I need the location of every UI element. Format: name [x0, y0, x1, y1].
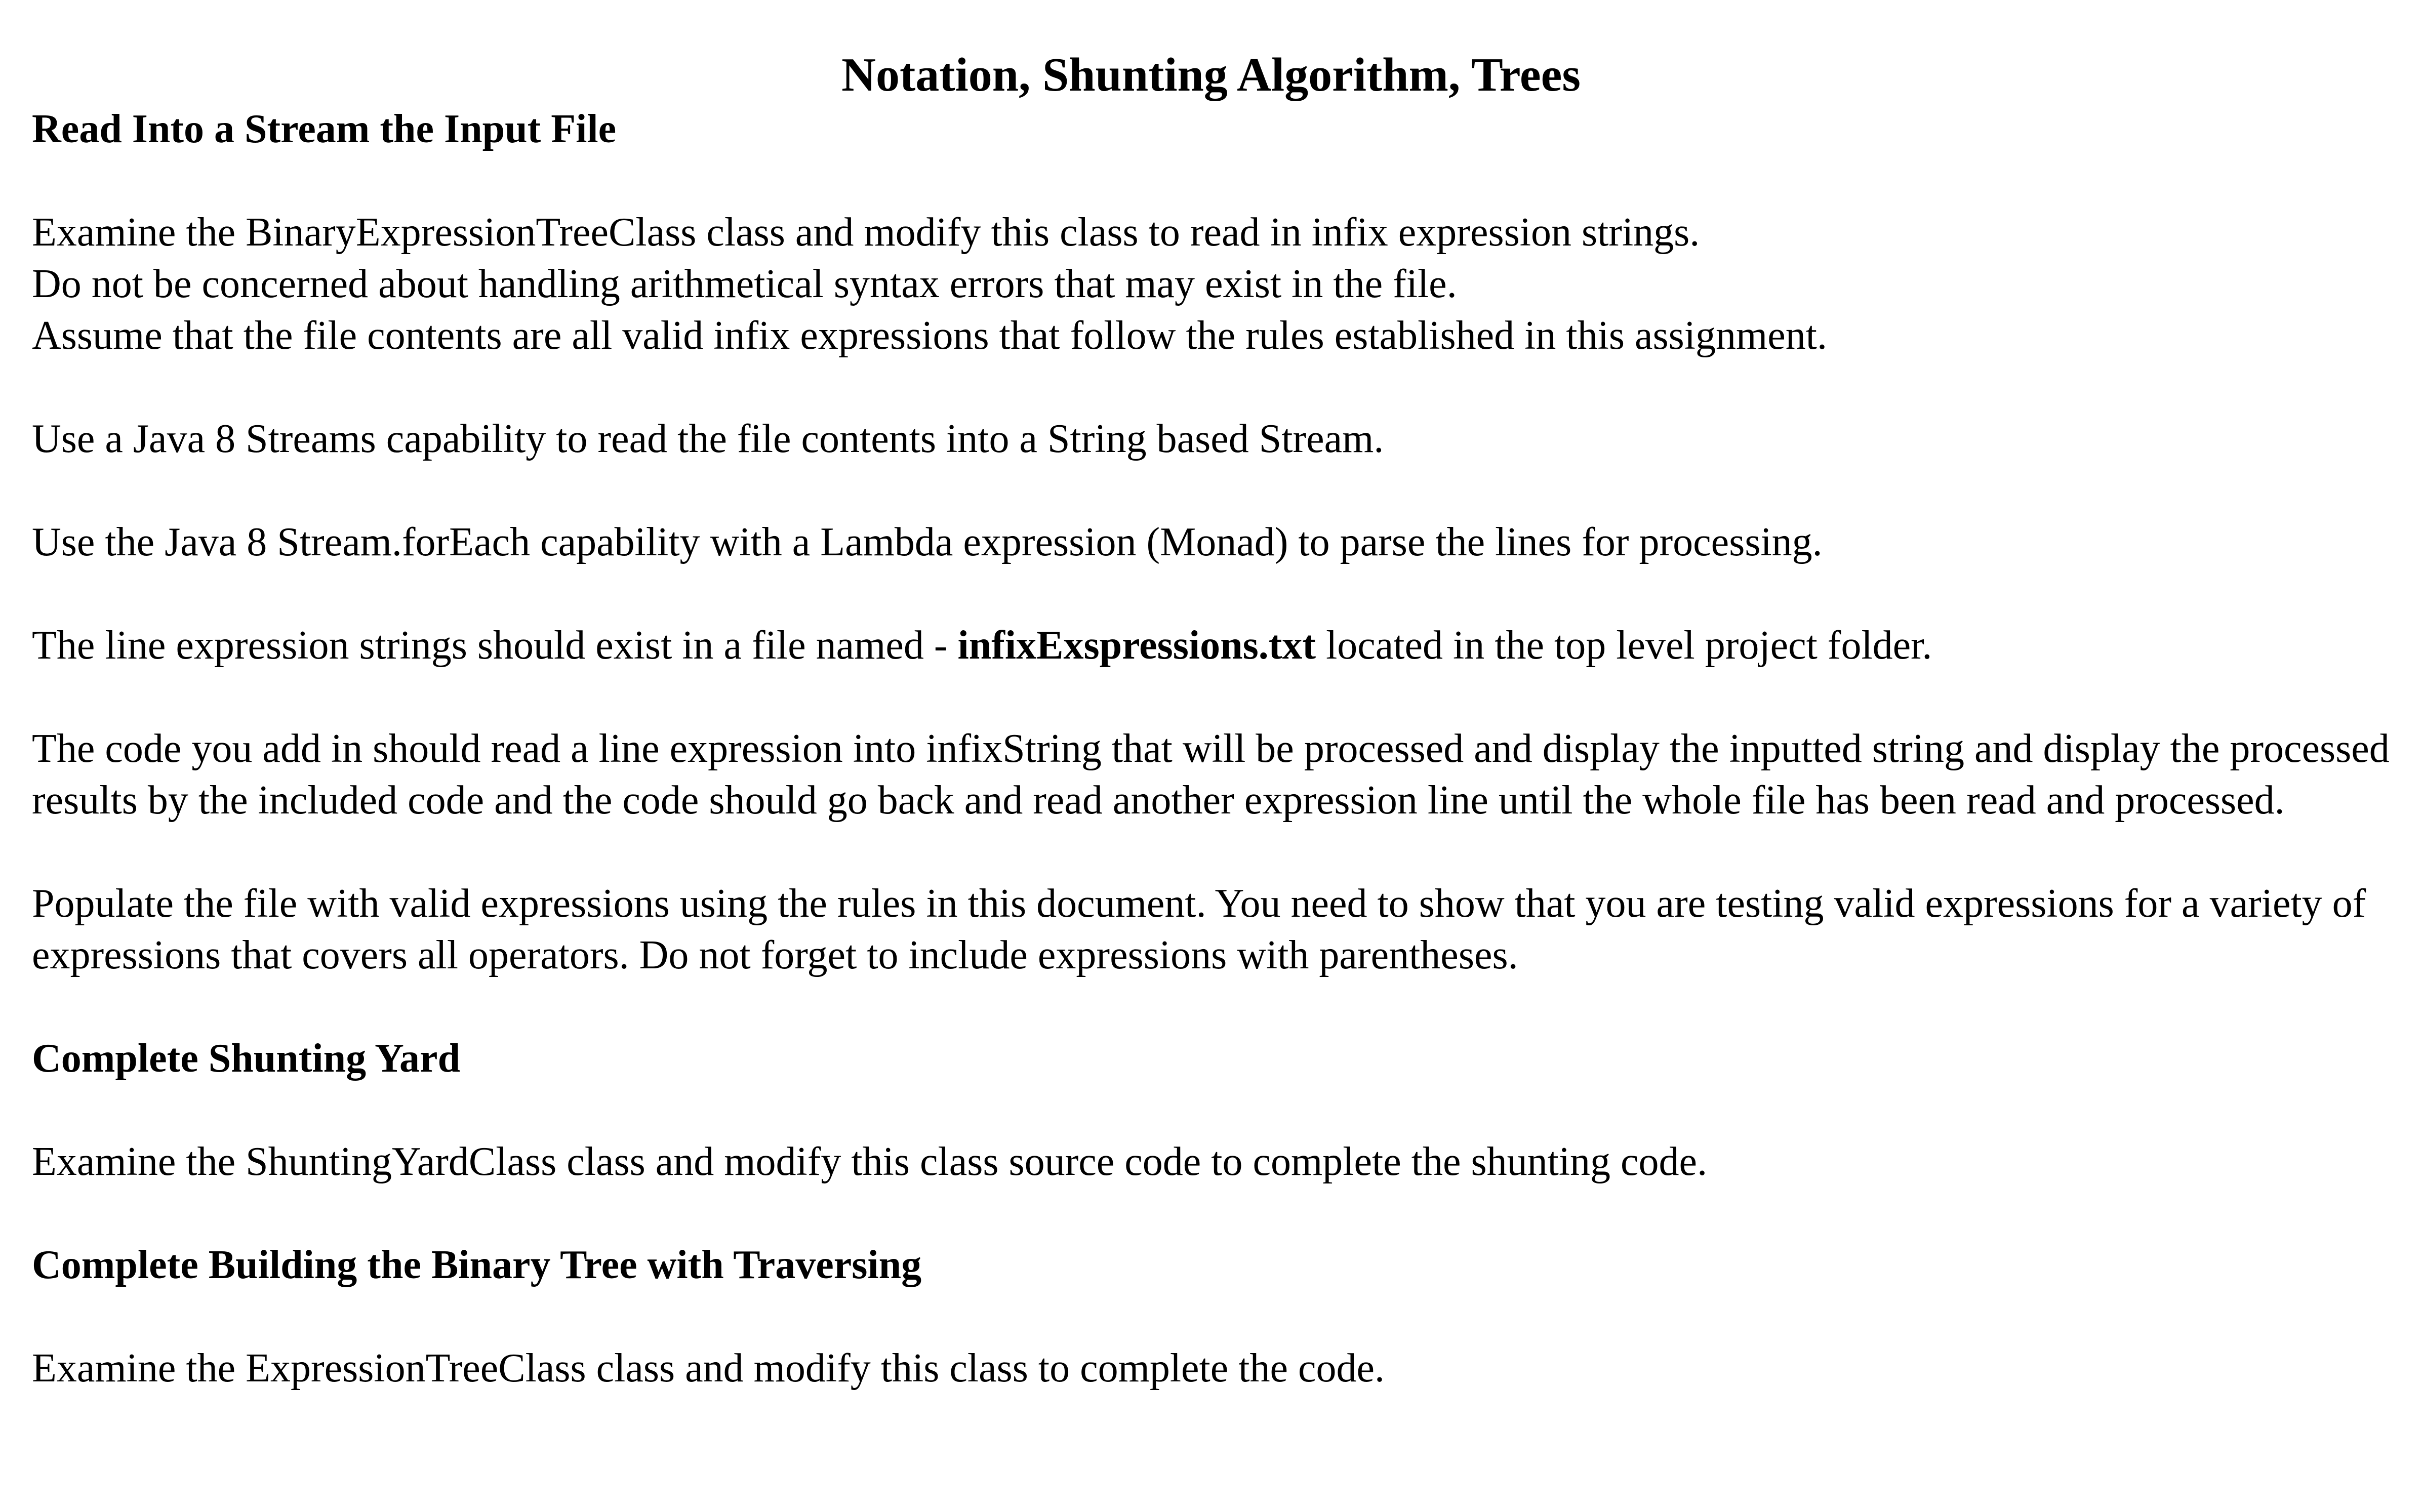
section-heading-shunting-yard: Complete Shunting Yard	[32, 1036, 461, 1081]
paragraph-line: Do not be concerned about handling arithmetical syntax errors that may exist in the file.	[32, 262, 1457, 306]
paragraph-expression-tree-class: Examine the ExpressionTreeClass class and modify this class to complete the code.	[32, 1346, 1385, 1391]
paragraph-file-name	[32, 620, 2401, 671]
section-heading-read-stream: Read Into a Stream the Input File	[32, 107, 617, 151]
section-heading-binary-tree: Complete Building the Binary Tree with Traversing	[32, 1243, 922, 1287]
paragraph-line: Examine the BinaryExpressionTreeClass class and modify this class to read in infix expression strings.	[32, 210, 1700, 255]
paragraph-read-line-expression: The code you add in should read a line expression into infixString that will be processed and display the inputted string and display the processed results by the included code and the code should go back and read another expression line until the whole file has been read and processed.	[32, 726, 2390, 823]
paragraph-examine-binary-tree-class	[32, 207, 2401, 361]
paragraph-shunting-yard-class: Examine the ShuntingYardClass class and modify this class source code to complete the shunting code.	[32, 1139, 1708, 1184]
filename-text: infixExspressions.txt	[957, 623, 1316, 668]
page-title: Notation, Shunting Algorithm, Trees	[841, 49, 1581, 101]
paragraph-foreach-lambda: Use the Java 8 Stream.forEach capability with a Lambda expression (Monad) to parse the lines for processing.	[32, 520, 1823, 564]
document-body	[32, 103, 2401, 1394]
paragraph-java8-streams: Use a Java 8 Streams capability to read the file contents into a String based Stream.	[32, 417, 1384, 461]
paragraph-text: located in the top level project folder.	[1316, 623, 1932, 668]
paragraph-populate-file: Populate the file with valid expressions using the rules in this document. You need to show that you are testing valid expressions for a variety of expressions that covers all operators. Do not forget to include expressions with parentheses.	[32, 881, 2366, 977]
paragraph-text: The line expression strings should exist in a file named -	[32, 623, 958, 668]
paragraph-line: Assume that the file contents are all valid infix expressions that follow the rules established in this assignment.	[32, 313, 1827, 358]
